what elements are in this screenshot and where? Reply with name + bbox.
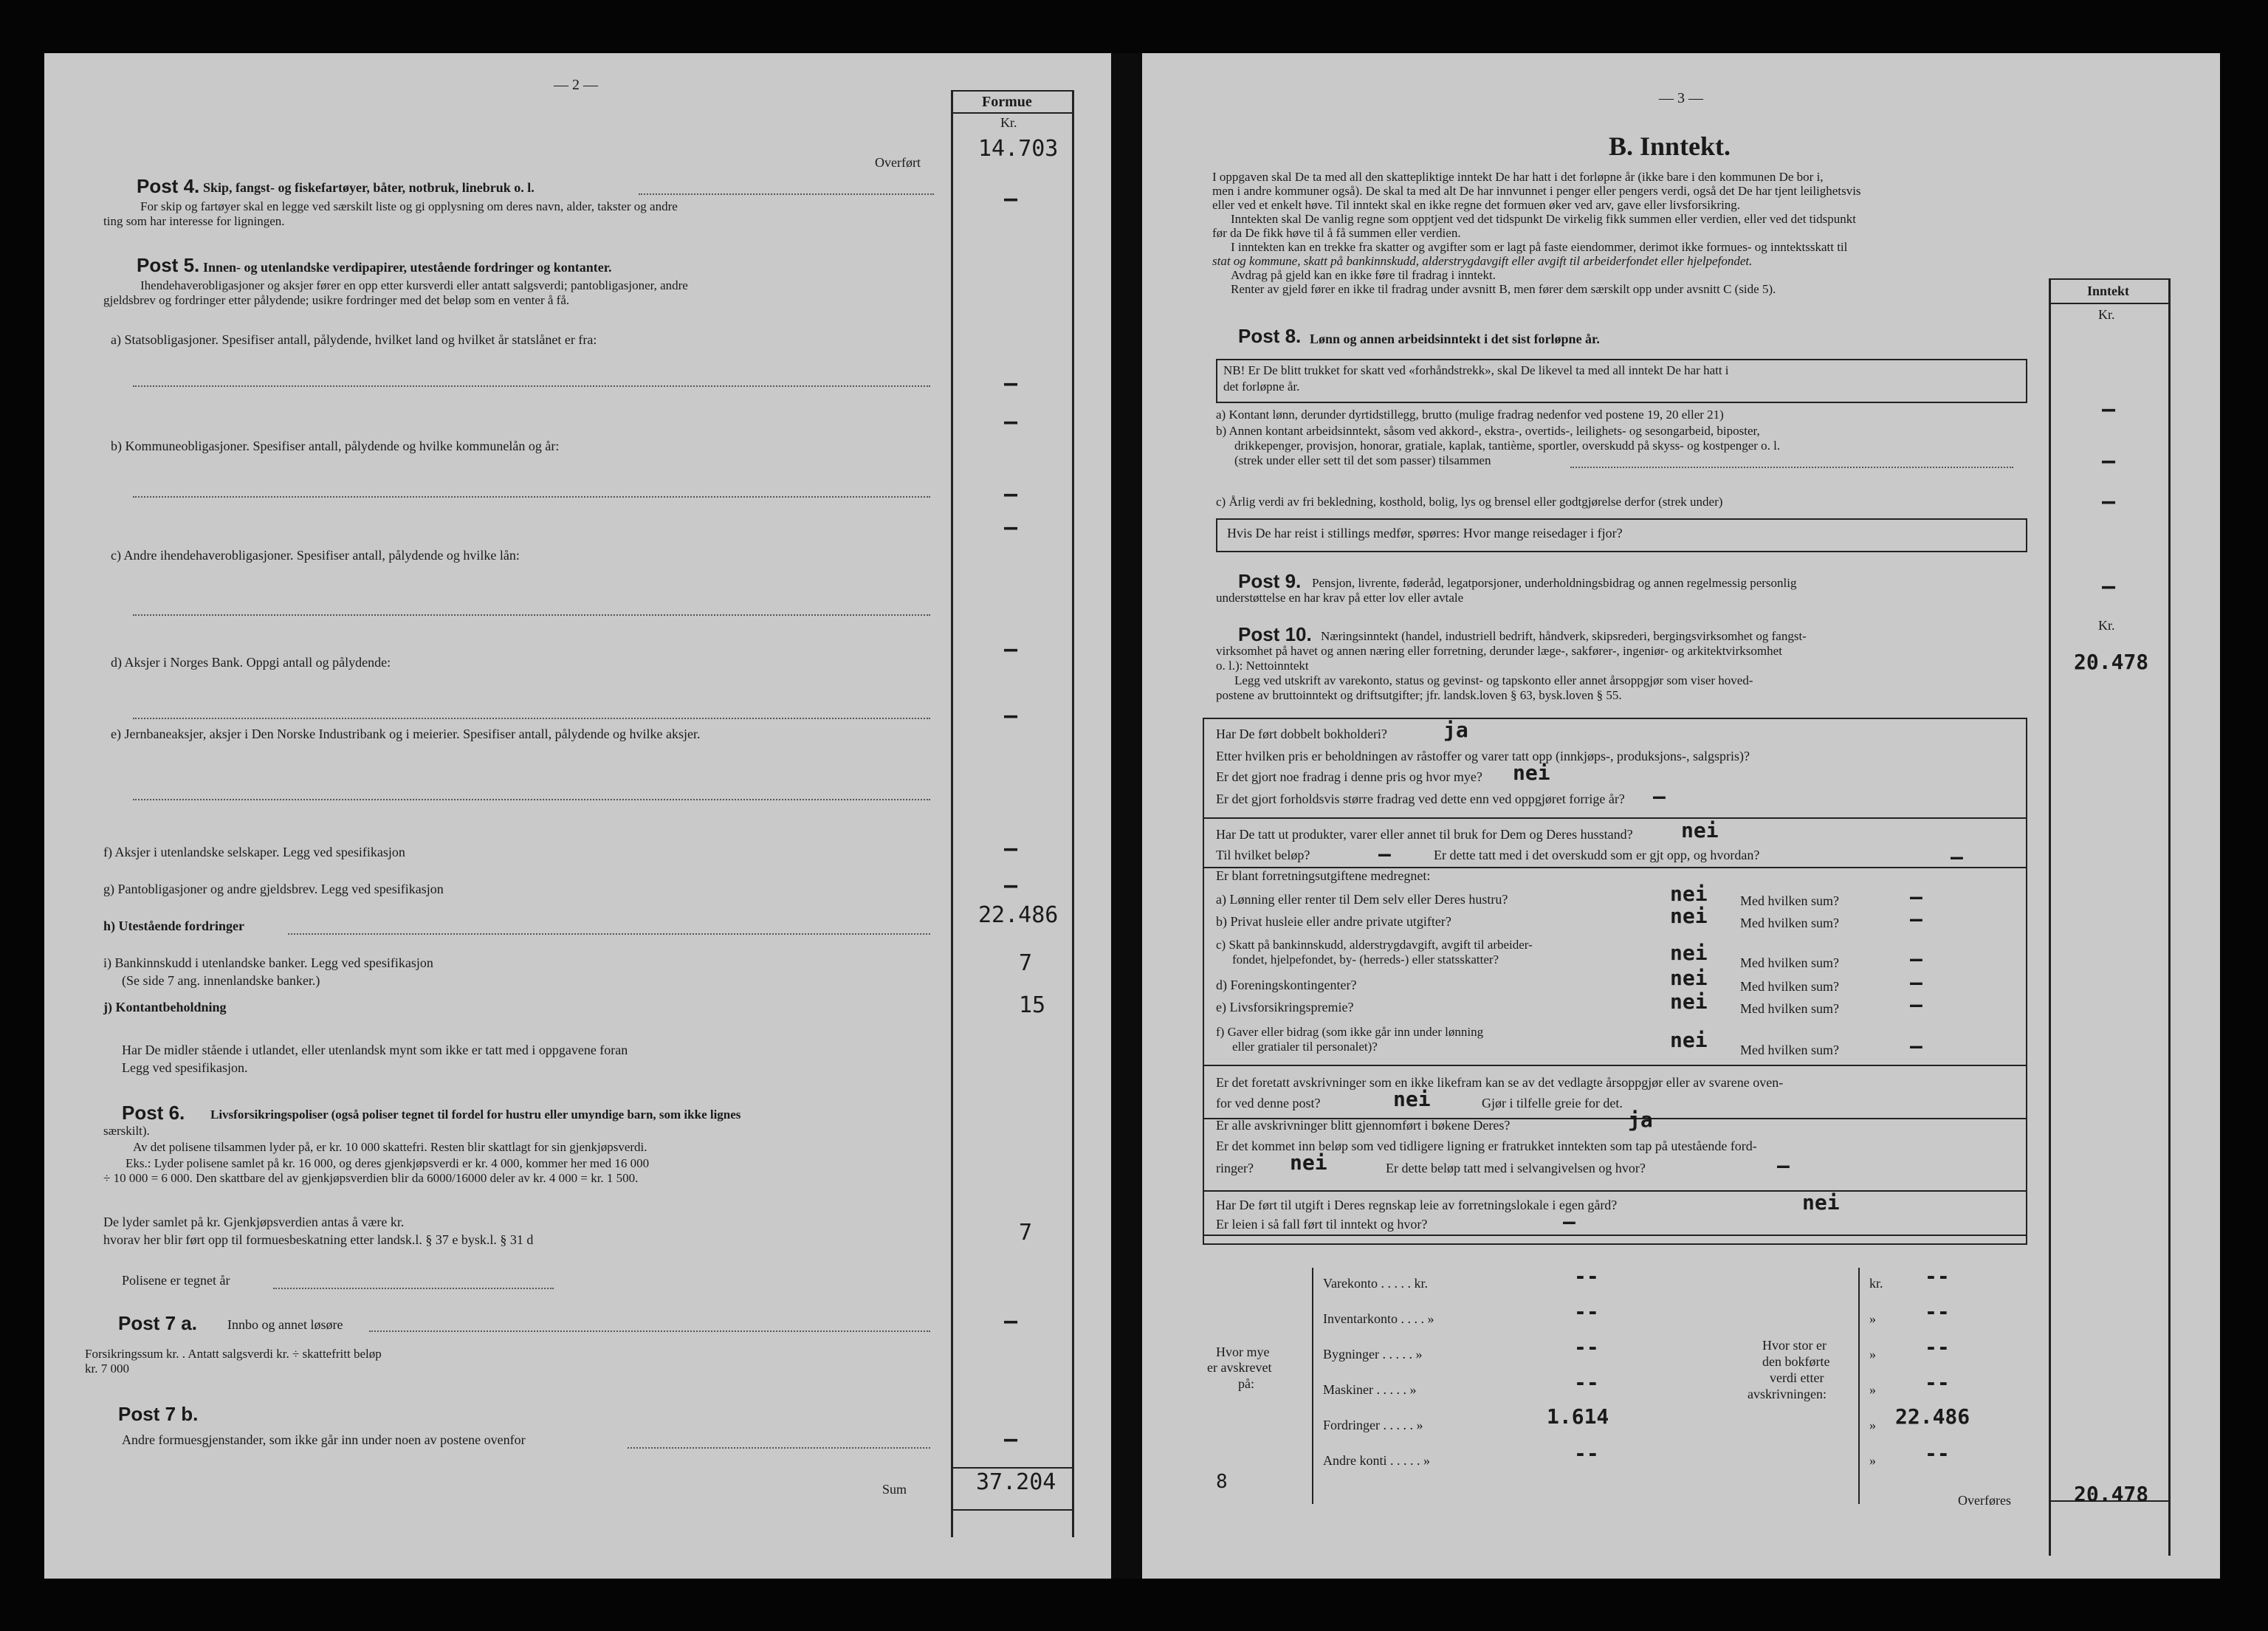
avskr-right-label-2: den bokførte	[1762, 1354, 1830, 1369]
post7b-value: —	[1004, 1426, 1018, 1452]
box4-a1: nei	[1802, 1190, 1840, 1215]
box2-a2: —	[1378, 842, 1391, 866]
box2-row-a-answer: nei	[1670, 882, 1708, 906]
formue-header: Formue	[982, 94, 1032, 110]
post4-title: Post 4.	[137, 175, 200, 197]
post10-value: 20.478	[2074, 650, 2149, 674]
box3-q3: Er det kommet inn beløp som ved tidligere ligning er fratrukket inntekten som tap på utestående ford-	[1216, 1139, 1757, 1153]
avskr-bracket-right	[1858, 1268, 1860, 1504]
box2-q2: Til hvilket beløp?	[1216, 848, 1310, 862]
post10-line4: Legg ved utskrift av varekonto, status og gevinst- og tapskonto eller annet årsoppgjør som viser hoved-	[1234, 673, 1753, 687]
post8-b1: b) Annen kontant arbeidsinntekt, såsom ved akkord-, ekstra-, overtids-, leilighets- og sesongarbeid, biposter,	[1216, 424, 1760, 438]
post5-line2: gjeldsbrev og fordringer etter pålydende; usikre fordringer med det beløp som en venter å få.	[103, 293, 570, 307]
avskr-right-4-label: »	[1869, 1382, 1876, 1397]
right-page	[1142, 53, 2220, 1579]
column-rule-left	[2049, 278, 2051, 1556]
post5-d: d) Aksjer i Norges Bank. Oppgi antall og pålydende:	[111, 655, 391, 670]
dotted-leader	[133, 496, 930, 498]
column-rule-right	[2168, 278, 2171, 1556]
avskr-item-4-label: Maskiner . . . . . »	[1323, 1382, 1417, 1397]
post5-h-value: 22.486	[978, 902, 1059, 928]
post5-note2: Legg ved spesifikasjon.	[122, 1060, 248, 1075]
box2-row-c-sum: —	[1910, 947, 1922, 971]
box4-q1: Har De ført til utgift i Deres regnskap leie av forretningslokale i egen gård?	[1216, 1198, 1618, 1212]
intro-line-2: men i andre kommuner også). De skal ta med alt De har innvunnet i penger eller pengers verdi, også det De har tjent leilighetsvis	[1212, 184, 1861, 198]
avskr-item-5-label: Fordringer . . . . . »	[1323, 1418, 1423, 1432]
box2-row-b-answer: nei	[1670, 904, 1708, 928]
dotted-leader	[273, 1288, 554, 1289]
post5-i-value: 7	[1019, 950, 1033, 976]
box2-row-b-sum-label: Med hvilken sum?	[1740, 916, 1839, 930]
post5-g: g) Pantobligasjoner og andre gjeldsbrev. Legg ved spesifikasjon	[103, 882, 444, 896]
post5-title: Post 5.	[137, 254, 200, 276]
intro-line-6: I inntekten kan en trekke fra skatter og avgifter som er lagt på faste eiendommer, derimot ikke formues- og inntektsskatt til	[1231, 240, 1848, 254]
avskr-right-4-value: --	[1925, 1370, 1950, 1395]
box1-a1: ja	[1443, 718, 1468, 742]
avskr-item-2-label: Inventarkonto . . . . »	[1323, 1311, 1434, 1326]
page-number: — 3 —	[1659, 90, 1703, 106]
footer-mark: 8	[1216, 1471, 1228, 1493]
left-page	[44, 53, 1111, 1579]
avskr-right-1-label: kr.	[1869, 1276, 1883, 1291]
box2-row-e-sum: —	[1910, 992, 1922, 1017]
overfores-label: Overføres	[1958, 1493, 2011, 1508]
post8-b-value: —	[2102, 448, 2116, 474]
box3-a2: ja	[1628, 1108, 1653, 1132]
box3-a3c: —	[1777, 1153, 1790, 1178]
post8-b2: drikkepenger, provisjon, honorar, gratiale, kaplak, tantième, sportler, overskudd på skyss- og kostpenger o. l.	[1234, 439, 1781, 453]
post5-a: a) Statsobligasjoner. Spesifiser antall, pålydende, hvilket land og hvilket år statslånet er fra:	[111, 332, 597, 347]
post9-title: Post 9.	[1238, 570, 1302, 592]
column-header-rule	[951, 112, 1074, 114]
post10-title: Post 10.	[1238, 623, 1312, 645]
box2-row-f-label: f) Gaver eller bidrag (som ikke går inn under lønning	[1216, 1025, 1484, 1039]
avskr-left-label-3: på:	[1238, 1376, 1254, 1391]
post5-c-value: —	[1004, 636, 1018, 662]
overfort-label: Overført	[875, 155, 921, 170]
post6-line4: De lyder samlet på kr. Gjenkjøpsverdien antas å være kr.	[103, 1215, 405, 1229]
box1-q1: Har De ført dobbelt bokholderi?	[1216, 727, 1387, 741]
post10-line3: o. l.): Nettoinntekt	[1216, 659, 1309, 673]
box2-row-f-answer: nei	[1670, 1028, 1708, 1052]
post5-f: f) Aksjer i utenlandske selskaper. Legg ved spesifikasjon	[103, 845, 405, 859]
intro-line-4: Inntekten skal De vanlig regne som opptjent ved det tidspunkt De virkelig fikk summen eller verdien, eller ved det tidspunkt	[1231, 212, 1856, 226]
column-top-rule	[2049, 278, 2171, 280]
post6-line2: Eks.: Lyder polisene samlet på kr. 16 000, og deres gjenkjøpsverdi er kr. 4 000, kommer her med 16 000	[126, 1156, 650, 1170]
box2-row-f-sum-label: Med hvilken sum?	[1740, 1043, 1839, 1057]
inntekt-header: Inntekt	[2087, 284, 2130, 298]
box2-q3: Er blant forretningsutgiftene medregnet:	[1216, 868, 1431, 883]
post10-line1: Næringsinntekt (handel, industriell bedrift, håndverk, skipsrederi, bergingsvirksomhet og fangst-	[1321, 629, 1807, 643]
post7a-line1: Forsikringssum kr. . Antatt salgsverdi kr. ÷ skattefritt beløp	[85, 1347, 382, 1361]
post7a-value: —	[1004, 1308, 1018, 1334]
post8-head: Lønn og annen arbeidsinntekt i det sist forløpne år.	[1310, 332, 1600, 346]
avskr-right-label-3: verdi etter	[1770, 1370, 1824, 1385]
sum-label: Sum	[882, 1482, 907, 1497]
box1-q2: Etter hvilken pris er beholdningen av råstoffer og varer tatt opp (innkjøps-, produksjons-, salgspris)?	[1216, 749, 1750, 763]
box2-a2b: —	[1951, 845, 1963, 869]
post5-j-value: 15	[1019, 992, 1046, 1018]
sum-value: 37.204	[976, 1469, 1056, 1495]
sum-rule-bottom	[951, 1509, 1074, 1511]
box2-row-c-answer: nei	[1670, 941, 1708, 965]
post7b-line1: Andre formuesgjenstander, som ikke går inn under noen av postene ovenfor	[122, 1432, 526, 1447]
post4-line1: For skip og fartøyer skal en legge ved særskilt liste og gi opplysning om deres navn, alder, takster og andre	[140, 199, 678, 213]
post8-title: Post 8.	[1238, 325, 1302, 347]
intro-line-5: før da De fikk høve til å få summen eller verdien.	[1212, 226, 1461, 240]
box2-row-a-label: a) Lønning eller renter til Dem selv eller Deres hustru?	[1216, 892, 1508, 907]
section-title: B. Inntekt.	[1609, 131, 1731, 161]
post6-line1: Av det polisene tilsammen lyder på, er kr. 10 000 skattefri. Resten blir skattlagt for sin gjenkjøpsverdi.	[133, 1140, 647, 1154]
post8-a: a) Kontant lønn, derunder dyrtidstillegg, brutto (mulige fradrag nedenfor ved postene 19, 20 eller 21)	[1216, 408, 1724, 422]
avskr-right-5-label: »	[1869, 1418, 1876, 1432]
post5-h: h) Utestående fordringer	[103, 918, 244, 933]
post5-d-value: —	[1004, 703, 1018, 729]
avskr-item-1-value: --	[1574, 1264, 1599, 1288]
avskr-right-1-value: --	[1925, 1264, 1950, 1288]
post5-i2: (Se side 7 ang. innenlandske banker.)	[122, 973, 320, 988]
box3-q1c: Gjør i tilfelle greie for det.	[1482, 1096, 1623, 1110]
box4-a2: —	[1563, 1209, 1575, 1234]
box2-row-c-sum-label: Med hvilken sum?	[1740, 955, 1839, 970]
box2-row-f-label2: eller gratialer til personalet)?	[1232, 1040, 1378, 1054]
box2-row-e-answer: nei	[1670, 989, 1708, 1014]
post10-line2: virksomhet på havet og annen næring eller forretning, derunder læge-, sakfører-, ingeniør- og arkitektvirksomhet	[1216, 644, 1782, 658]
box2-q1: Har De tatt ut produkter, varer eller annet til bruk for Dem og Deres husstand?	[1216, 827, 1633, 842]
column-rule-right	[1072, 90, 1074, 1537]
box2-row-c-label: c) Skatt på bankinnskudd, alderstrygdavgift, avgift til arbeider-	[1216, 938, 1533, 952]
post6-line6: Polisene er tegnet år	[122, 1273, 230, 1288]
intro-line-8: Avdrag på gjeld kan en ikke føre til fradrag i inntekt.	[1231, 268, 1496, 282]
box2-row-d-sum: —	[1910, 970, 1922, 995]
post5-i: i) Bankinnskudd i utenlandske banker. Legg ved spesifikasjon	[103, 955, 433, 970]
avskr-item-3-value: --	[1574, 1335, 1599, 1359]
avskr-right-2-value: --	[1925, 1299, 1950, 1324]
box2-row-f-sum: —	[1910, 1034, 1922, 1058]
post4-head: Skip, fangst- og fiskefartøyer, båter, notbruk, linebruk o. l.	[203, 180, 535, 195]
post10-line5: postene av bruttoinntekt og driftsutgifter; jfr. landsk.loven § 63, bysk.loven § 55.	[1216, 688, 1622, 702]
post8-reise: Hvis De har reist i stillings medfør, spørres: Hvor mange reisedager i fjor?	[1227, 526, 1623, 540]
dotted-leader	[369, 1330, 930, 1332]
avskr-bracket-left	[1312, 1268, 1313, 1504]
post6-title: Post 6.	[122, 1102, 185, 1124]
avskr-item-6-label: Andre konti . . . . . »	[1323, 1453, 1430, 1468]
avskr-right-2-label: »	[1869, 1311, 1876, 1326]
post5-g-value: —	[1004, 873, 1018, 899]
dotted-leader	[628, 1447, 930, 1449]
column-header-rule	[2049, 303, 2171, 304]
post5-note1: Har De midler stående i utlandet, eller utenlandsk mynt som ikke er tatt med i oppgavene foran	[122, 1043, 628, 1057]
avskr-left-label-2: er avskrevet	[1207, 1360, 1272, 1375]
box2-row-d-answer: nei	[1670, 966, 1708, 990]
avskr-left-label-1: Hvor mye	[1216, 1345, 1270, 1359]
post5-c: c) Andre ihendehaverobligasjoner. Spesifiser antall, pålydende og hvilke lån:	[111, 548, 520, 563]
post10-kr: Kr.	[2098, 618, 2115, 633]
avskr-item-3-label: Bygninger . . . . . »	[1323, 1347, 1423, 1362]
post8-b3: (strek under eller sett til det som passer) tilsammen	[1234, 453, 1491, 467]
post5-j: j) Kontantbeholdning	[103, 1000, 227, 1014]
avskr-right-5-value: 22.486	[1895, 1404, 1970, 1429]
post8-nb2: det forløpne år.	[1223, 380, 1300, 394]
box2-row-d-label: d) Foreningskontingenter?	[1216, 978, 1357, 992]
box2-row-d-sum-label: Med hvilken sum?	[1740, 979, 1839, 994]
post5-head: Innen- og utenlandske verdipapirer, utestående fordringer og kontanter.	[203, 260, 612, 275]
avskr-right-3-value: --	[1925, 1335, 1950, 1359]
box1-a3: nei	[1513, 760, 1550, 785]
avskr-right-6-value: --	[1925, 1441, 1950, 1466]
dotted-leader	[133, 718, 930, 719]
post8-a-value: —	[2102, 396, 2116, 422]
box2-row-b-sum: —	[1910, 907, 1922, 931]
box2-row-c-label2: fondet, hjelpefondet, by- (herreds-) eller statsskatter?	[1232, 952, 1499, 966]
post5-b2-value: —	[1004, 515, 1018, 540]
box4-q2: Er leien i så fall ført til inntekt og hvor?	[1216, 1217, 1428, 1232]
box1-q3: Er det gjort noe fradrag i denne pris og hvor mye?	[1216, 769, 1482, 784]
box3-a1: nei	[1393, 1087, 1431, 1111]
dotted-leader	[639, 193, 934, 195]
kr-label: Kr.	[1000, 115, 1017, 130]
column-top-rule	[951, 90, 1074, 92]
box2-a1: nei	[1681, 818, 1719, 842]
intro-line-9: Renter av gjeld fører en ikke til fradrag under avsnitt B, men fører dem særskilt opp under avsnitt C (side 5).	[1231, 282, 1776, 296]
post6-head2: særskilt).	[103, 1124, 150, 1138]
post5-e-value: —	[1004, 836, 1018, 862]
post7b-title: Post 7 b.	[118, 1403, 199, 1425]
box1-a4: —	[1653, 784, 1666, 808]
avskr-right-label-4: avskrivningen:	[1748, 1387, 1827, 1401]
post5-line1: Ihendehaverobligasjoner og aksjer fører en opp etter kursverdi eller antatt salgsverdi; pantobligasjoner, andre	[140, 278, 688, 292]
post7a-title: Post 7 a.	[118, 1312, 197, 1334]
page-number: — 2 —	[554, 77, 598, 93]
post8-c: c) Årlig verdi av fri bekledning, kosthold, bolig, lys og brensel eller godtgjørelse derfor (strek under)	[1216, 495, 1723, 509]
post6-line5: hvorav her blir ført opp til formuesbeskatning etter landsk.l. § 37 e bysk.l. § 31 d	[103, 1232, 534, 1247]
overfores-value: 20.478	[2074, 1482, 2149, 1506]
post8-nb1: NB! Er De blitt trukket for skatt ved «forhåndstrekk», skal De likevel ta med all inntekt De har hatt i	[1223, 363, 1729, 377]
box1-q4: Er det gjort forholdsvis større fradrag ved dette enn ved oppgjøret forrige år?	[1216, 792, 1625, 806]
intro-line-7: stat og kommune, skatt på bankinnskudd, alderstrygdavgift eller avgift til arbeiderfondet eller hjelpefondet.	[1212, 254, 1753, 268]
box2-row-e-label: e) Livsforsikringspremie?	[1216, 1000, 1354, 1014]
avskr-right-label-1: Hvor stor er	[1762, 1338, 1827, 1353]
kr-label: Kr.	[2098, 307, 2115, 322]
post5-b: b) Kommuneobligasjoner. Spesifiser antall, pålydende og hvilke kommunelån og år:	[111, 439, 560, 453]
avskr-item-1-label: Varekonto . . . . . kr.	[1323, 1276, 1428, 1291]
box3-q2: Er alle avskrivninger blitt gjennomført i bøkene Deres?	[1216, 1118, 1511, 1133]
box2-row-e-sum-label: Med hvilken sum?	[1740, 1001, 1839, 1016]
box3-q3b: ringer?	[1216, 1161, 1254, 1175]
box3-q3c: Er dette beløp tatt med i selvangivelsen og hvor?	[1386, 1161, 1646, 1175]
post5-a2-value: —	[1004, 409, 1018, 435]
post4-line2: ting som har interesse for ligningen.	[103, 214, 285, 228]
post4-value: —	[1004, 186, 1018, 212]
dotted-leader	[133, 385, 930, 387]
box3-a3: nei	[1290, 1150, 1327, 1175]
post6-value: 7	[1019, 1220, 1033, 1246]
box2-row-b-label: b) Privat husleie eller andre private utgifter?	[1216, 914, 1451, 929]
sum-rule-top	[951, 1467, 1074, 1469]
post9-line2: understøttelse en har krav på etter lov eller avtale	[1216, 591, 1464, 605]
box3-q1b: for ved denne post?	[1216, 1096, 1321, 1110]
post6-head: Livsforsikringspoliser (også poliser tegnet til fordel for hustru eller umyndige barn, som ikke lignes	[210, 1108, 741, 1122]
avskr-item-4-value: --	[1574, 1370, 1599, 1395]
dotted-leader	[133, 799, 930, 800]
box2-q2b: Er dette tatt med i det overskudd som er gjt opp, og hvordan?	[1434, 848, 1760, 862]
avskr-item-5-value: 1.614	[1547, 1404, 1609, 1429]
dotted-leader	[288, 933, 930, 935]
avskr-item-6-value: --	[1574, 1441, 1599, 1466]
box3-q1: Er det foretatt avskrivninger som en ikke likefram kan se av det vedlagte årsoppgjør eller av svarene oven-	[1216, 1075, 1784, 1090]
avskr-right-6-label: »	[1869, 1453, 1876, 1468]
book-gutter	[1111, 53, 1142, 1579]
post6-line3: ÷ 10 000 = 6 000. Den skattbare del av gjenkjøpsverdien blir da 6000/16000 deler av kr. 4 000 = kr. 1 500.	[103, 1171, 639, 1185]
dotted-leader	[133, 614, 930, 616]
intro-line-1: I oppgaven skal De ta med all den skattepliktige inntekt De har hatt i det forløpne år (ikke bare i den kommunen De bor i,	[1212, 170, 1824, 184]
post7a-line2: kr. 7 000	[85, 1362, 129, 1376]
column-rule-left	[951, 90, 953, 1537]
post5-e: e) Jernbaneaksjer, aksjer i Den Norske Industribank og i meierier. Spesifiser antall, pålydende og hvilke aksjer.	[111, 727, 701, 741]
intro-line-3: eller ved et enkelt høve. Til inntekt skal en ikke regne det formuen øker ved arv, gave eller livsforsikring.	[1212, 198, 1741, 212]
post8-c-value: —	[2102, 489, 2116, 515]
post5-b-value: —	[1004, 481, 1018, 507]
post9-value: —	[2102, 574, 2116, 600]
box2-row-a-sum-label: Med hvilken sum?	[1740, 893, 1839, 908]
post9-line1: Pensjon, livrente, føderåd, legatporsjoner, underholdningsbidrag og annen regelmessig personlig	[1312, 576, 1797, 590]
post5-a-value: —	[1004, 371, 1018, 396]
post7a-head: Innbo og annet løsøre	[227, 1317, 343, 1332]
box2-row-a-sum: —	[1910, 885, 1922, 909]
overfort-value: 14.703	[978, 136, 1059, 162]
dotted-leader	[1570, 467, 2013, 468]
avskr-right-3-label: »	[1869, 1347, 1876, 1362]
avskr-item-2-value: --	[1574, 1299, 1599, 1324]
